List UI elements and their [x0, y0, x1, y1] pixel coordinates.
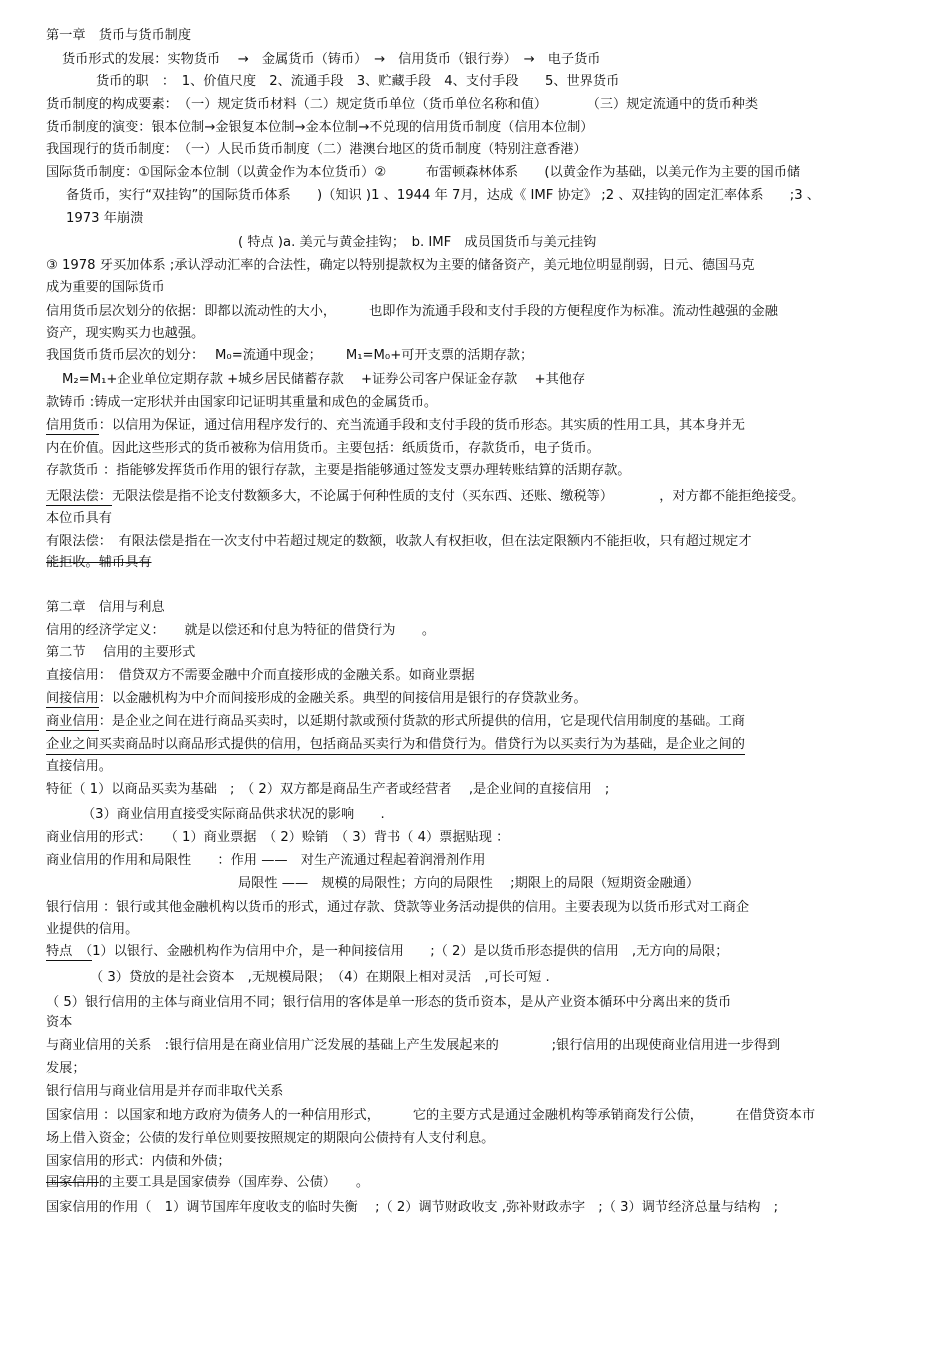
text-line: 款铸币 :铸成一定形状并由国家印记证明其重量和成色的金属货币。 [46, 395, 438, 410]
text-line: 间接信用：以金融机构为中介而间接形成的金融关系。典型的间接信用是银行的存贷款业务。 [46, 691, 587, 706]
text-line: 货币制度的演变：银本位制→金银复本位制→金本位制→不兑现的信用货币制度（信用本位制） [46, 120, 594, 135]
text-line: 信用的经济学定义： 就是以偿还和付息为特征的借贷行为 。 [46, 623, 436, 638]
text-line: 货币形式的发展：实物货币 → 金属货币（铸币） → 信用货币（银行券） → 电子货币 [62, 52, 601, 67]
text-line: M₂=M₁+企业单位定期存款 +城乡居民储蓄存款 +证券公司客户保证金存款 +其他存 [62, 372, 586, 387]
term-indirect-credit: 间接信用 [46, 691, 99, 706]
text-line: 1973 年崩溃 [66, 211, 144, 226]
text-line: （3）商业信用直接受实际商品供求状况的影响 . [82, 807, 385, 822]
text-line: 货币制度的构成要素： （一）规定货币材料（二）规定货币单位（货币单位名称和值） （三）规定流通中的货币种类 [46, 97, 759, 112]
text-line: 内在价值。因此这些形式的货币被称为信用货币。主要包括：纸质货币，存款货币，电子货币。 [46, 441, 600, 456]
text-line: 特点 （1）以银行、金融机构作为信用中介，是一种间接信用 ;（ 2）是以货币形态提供的信用 ,无方向的局限； [46, 944, 729, 959]
text-line: 直接信用。 [46, 759, 112, 774]
term-unlimited-legal-tender: 无限法偿： [46, 489, 112, 504]
term-credit-money: 信用货币 [46, 418, 99, 433]
text-line: 信用货币层次划分的依据：即都以流动性的大小， 也即作为流通手段和支付手段的方便程度作为标准。流动性越强的金融 [46, 304, 778, 319]
text-line: 成为重要的国际货币 [46, 280, 165, 295]
chapter2-title: 第二章 信用与利息 [46, 600, 165, 615]
text-line: （ 5）银行信用的主体与商业信用不同；银行信用的客体是单一形态的货币资本，是从产业资本循环中分离出来的货币 [46, 995, 732, 1010]
text-line: 国家信用的作用（ 1）调节国库年度收支的临时失衡 ;（ 2）调节财政收支 ,弥补财政赤字 ;（ 3）调节经济总量与结构 ; [46, 1200, 779, 1215]
text-line: 发展； [46, 1061, 86, 1076]
section-title: 第二节 信用的主要形式 [46, 645, 196, 660]
text-line: 本位币具有 [46, 511, 112, 526]
text-line: 银行信用与商业信用是并存而非取代关系 [46, 1084, 284, 1099]
text-line: 局限性 —— 规模的局限性；方向的局限性 ;期限上的局限（短期资金融通） [238, 876, 700, 891]
text-line: 与商业信用的关系 :银行信用是在商业信用广泛发展的基础上产生发展起来的 ;银行信用的出现使商业信用进一步得到 [46, 1038, 781, 1053]
text-line: 存款货币 ：指能够发挥货币作用的银行存款，主要是指能够通过签发支票办理转账结算的活期存款。 [46, 463, 631, 478]
text-line: 商业信用的形式： （ 1）商业票据 （ 2）赊销 （ 3）背书（ 4）票据贴现 ： [46, 830, 510, 845]
text-line: 直接信用： 借贷双方不需要金融中介而直接形成的金融关系。如商业票据 [46, 668, 475, 683]
text-line: 国家信用的形式：内债和外债； [46, 1154, 231, 1169]
text-line: 商业信用的作用和局限性 ：作用 —— 对生产流通过程起着润滑剂作用 [46, 853, 486, 868]
text-line: 业提供的信用。 [46, 922, 139, 937]
text-line: 我国现行的货币制度： （一）人民币货币制度（二）港澳台地区的货币制度（特别注意香港） [46, 142, 587, 157]
text-line: 国际货币制度：①国际金本位制（以黄金作为本位货币）② 布雷顿森林体系 (以黄金作为基础，以美元作为主要的国币储 [46, 165, 801, 180]
text-line: 商业信用：是企业之间在进行商品买卖时，以延期付款或预付货款的形式所提供的信用，它是现代信用制度的基础。工商 [46, 714, 745, 729]
text-line: ③ 1978 牙买加体系 ;承认浮动汇率的合法性，确定以特别提款权为主要的储备资产，美元地位明显削弱，日元、德国马克 [46, 258, 755, 273]
text-line: 我国货币货币层次的划分： M₀=流通中现金； M₁=M₀+可开支票的活期存款； [46, 348, 534, 363]
text-line: 场上借入资金；公债的发行单位则要按照规定的期限向公债持有人支付利息。 [46, 1131, 495, 1146]
text-line: 信用货币：以信用为保证，通过信用程序发行的、充当流通手段和支付手段的货币形态。其实质的性用工具，其本身并无 [46, 418, 745, 433]
text-line: 无限法偿：无限法偿是指不论支付数额多大，不论属于何种性质的支付（买东西、还账、缴税等） ，对方都不能拒绝接受。 [46, 489, 805, 504]
text-line: 资本 [46, 1015, 73, 1030]
text-line: 货币的职 ： 1、价值尺度 2、流通手段 3、贮藏手段 4、支付手段 5、世界货币 [96, 74, 620, 89]
text-line: 资产，现实购买力也越强。 [46, 326, 205, 341]
term-commercial-credit: 商业信用 [46, 714, 99, 729]
text-line: 国家信用的主要工具是国家债券（国库券、公债） 。 [46, 1175, 370, 1190]
text-line: 国家信用 ：以国家和地方政府为债务人的一种信用形式， 它的主要方式是通过金融机构等承销商发行公债， 在借贷资本市 [46, 1108, 816, 1123]
chapter1-title: 第一章 货币与货币制度 [46, 28, 192, 43]
text-line: 备货币，实行“双挂钩”的国际货币体系 )（知识 )1 、1944 年 7月，达成《 IMF 协定》 ;2 、双挂钩的固定汇率体系 ;3 、 [66, 188, 820, 203]
text-line: 能拒收。辅币具有 [46, 555, 152, 570]
text-line: 特征（ 1）以商品买卖为基础 ; （ 2）双方都是商品生产者或经营者 ,是企业间的直接信用 ; [46, 782, 610, 797]
text-line: ( 特点 )a. 美元与黄金挂钩； b. IMF 成员国货币与美元挂钩 [238, 235, 597, 250]
text-line: 企业之间买卖商品时以商品形式提供的信用，包括商品买卖行为和借贷行为。借贷行为以买卖行为为基础，是企业之间的 [46, 736, 745, 755]
term-national-credit: 国家信用 [46, 1175, 99, 1190]
text-line: 有限法偿： 有限法偿是指在一次支付中若超过规定的数额，收款人有权拒收，但在法定限额内不能拒收，只有超过规定才 [46, 534, 752, 549]
term-features: 特点 （ [46, 944, 93, 959]
text-line: 银行信用 ：银行或其他金融机构以货币的形式，通过存款、贷款等业务活动提供的信用。主要表现为以货币形式对工商企 [46, 900, 750, 915]
text-line: （ 3）贷放的是社会资本 ,无规模局限； （4）在期限上相对灵活 ,可长可短 . [90, 970, 550, 985]
